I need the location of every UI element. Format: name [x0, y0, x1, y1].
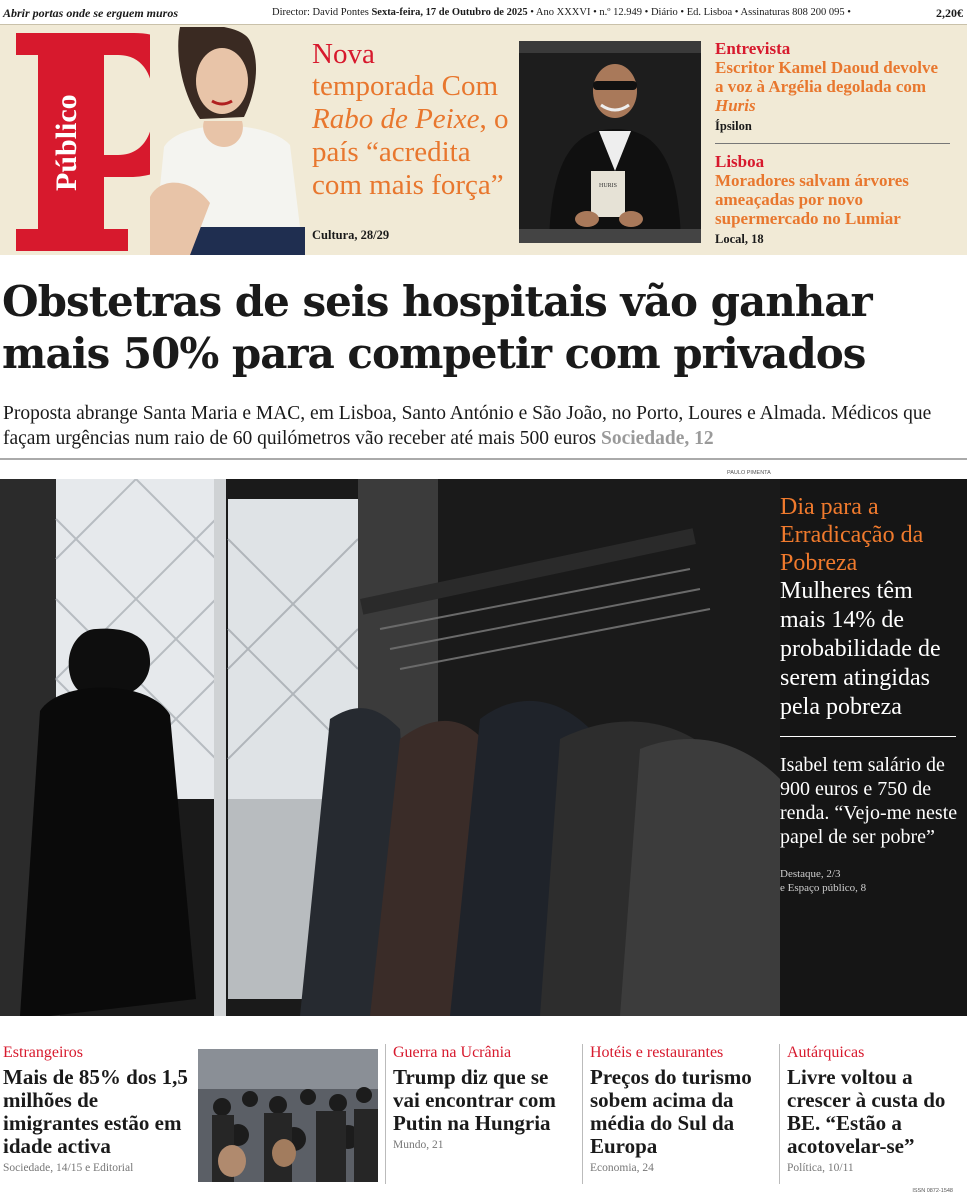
- feature-headline[interactable]: [312, 70, 517, 202]
- sidebar-page-ref-local: Local, 18: [715, 232, 764, 246]
- story-page-ref: Mundo, 21: [393, 1139, 444, 1151]
- column-divider: [779, 1044, 780, 1184]
- book-label: HURIS: [598, 183, 618, 189]
- photo-kicker: Dia para a Erradicação da Pobreza: [780, 494, 924, 576]
- photo-immigrants: [198, 1049, 378, 1182]
- story-estrangeiros[interactable]: [3, 1044, 191, 1174]
- main-deck: [3, 401, 965, 451]
- sidebar-kicker-lisboa: Lisboa: [715, 152, 765, 171]
- story-ucrania[interactable]: [393, 1044, 575, 1151]
- portrait-actress: [150, 27, 305, 255]
- column-divider: [582, 1044, 583, 1184]
- column-divider: [385, 1044, 386, 1184]
- price: 2,20€: [936, 6, 963, 20]
- story-kicker: Estrangeiros: [3, 1044, 83, 1061]
- header-sidebar: [715, 39, 950, 247]
- section-divider: [0, 458, 967, 460]
- lead-photo-story[interactable]: [0, 479, 967, 1016]
- bottom-stories: [0, 1030, 967, 1196]
- photo-overlay-text: [780, 493, 960, 895]
- feature-kicker: Nova: [312, 38, 375, 70]
- masthead-strip: [0, 0, 967, 24]
- story-kicker: Guerra na Ucrânia: [393, 1044, 512, 1061]
- photo-author: [519, 41, 701, 243]
- photo-headline[interactable]: Mulheres têm mais 14% de probabilidade de serem atingidas pela pobreza: [780, 578, 941, 720]
- photo-subhead: Isabel tem salário de 900 euros e 750 de renda. “Vejo-me neste papel de ser pobre”: [780, 754, 958, 848]
- header-band: [0, 24, 967, 255]
- sidebar-page-ref-ipsilon: Ípsilon: [715, 119, 752, 133]
- issn-code: ISSN 0872-1548: [912, 1188, 953, 1194]
- main-headline[interactable]: Obstetras de seis hospitais vão ganhar mais 50% para competir com privados: [2, 277, 872, 378]
- story-autarquicas[interactable]: [787, 1044, 965, 1174]
- feature-text-2: , o país “acredita com mais força”: [312, 103, 509, 201]
- sidebar-divider: [715, 143, 950, 144]
- story-turismo[interactable]: [590, 1044, 772, 1174]
- story-headline: Preços do turismo sobem acima da média do Sul da Europa: [590, 1065, 752, 1158]
- photo-page-ref-1: Destaque, 2/3: [780, 868, 841, 880]
- feature-italic: Rabo de Peixe: [312, 103, 480, 135]
- masthead-info: [272, 7, 851, 18]
- director: Director: David Pontes: [272, 7, 369, 18]
- story-kicker: Hotéis e restaurantes: [590, 1044, 724, 1061]
- feature-text: temporada Com: [312, 70, 499, 102]
- issue-date: Sexta-feira, 17 de Outubro de 2025: [371, 7, 528, 18]
- photo-divider: [780, 736, 956, 737]
- story-page-ref: Economia, 24: [590, 1162, 654, 1174]
- story-headline: Trump diz que se vai encontrar com Putin na Hungria: [393, 1065, 556, 1135]
- photo-page-ref-2: e Espaço público, 8: [780, 882, 867, 894]
- sidebar-headline-text: Escritor Kamel Daoud devolve a voz à Argélia degolada com: [715, 58, 939, 96]
- sidebar-headline-italic: Huris: [715, 96, 756, 115]
- deck-text: Proposta abrange Santa Maria e MAC, em Lisboa, Santo António e São João, no Porto, Loures e Almada. Médicos que façam urgências num raio de 60 quilómetros vão receber até mais 500 euros: [3, 403, 932, 449]
- lead-photo: [0, 479, 780, 1016]
- story-page-ref: Política, 10/11: [787, 1162, 854, 1174]
- story-headline: Livre voltou a crescer à custa do BE. “Estão a acotovelar-se”: [787, 1065, 946, 1158]
- logo-wordmark: Público: [50, 94, 83, 191]
- slogan: Abrir portas onde se erguem muros: [3, 6, 179, 20]
- sidebar-headline-daoud[interactable]: [715, 58, 950, 115]
- photo-page-ref: [780, 867, 960, 895]
- sidebar-kicker-entrevista: Entrevista: [715, 39, 791, 58]
- story-kicker: Autárquicas: [787, 1044, 865, 1061]
- sidebar-headline-lumiar[interactable]: Moradores salvam árvores ameaçadas por novo supermercado no Lumiar: [715, 171, 909, 228]
- photo-credit: PAULO PIMENTA: [727, 470, 771, 476]
- deck-page-ref: Sociedade, 12: [600, 428, 714, 449]
- story-page-ref: Sociedade, 14/15 e Editorial: [3, 1162, 134, 1174]
- issue-details: • Ano XXXVI • n.º 12.949 • Diário • Ed. Lisboa • Assinaturas 808 200 095 •: [527, 7, 851, 18]
- feature-page-ref: Cultura, 28/29: [312, 228, 390, 242]
- story-headline: Mais de 85% dos 1,5 milhões de imigrantes estão em idade activa: [3, 1065, 188, 1158]
